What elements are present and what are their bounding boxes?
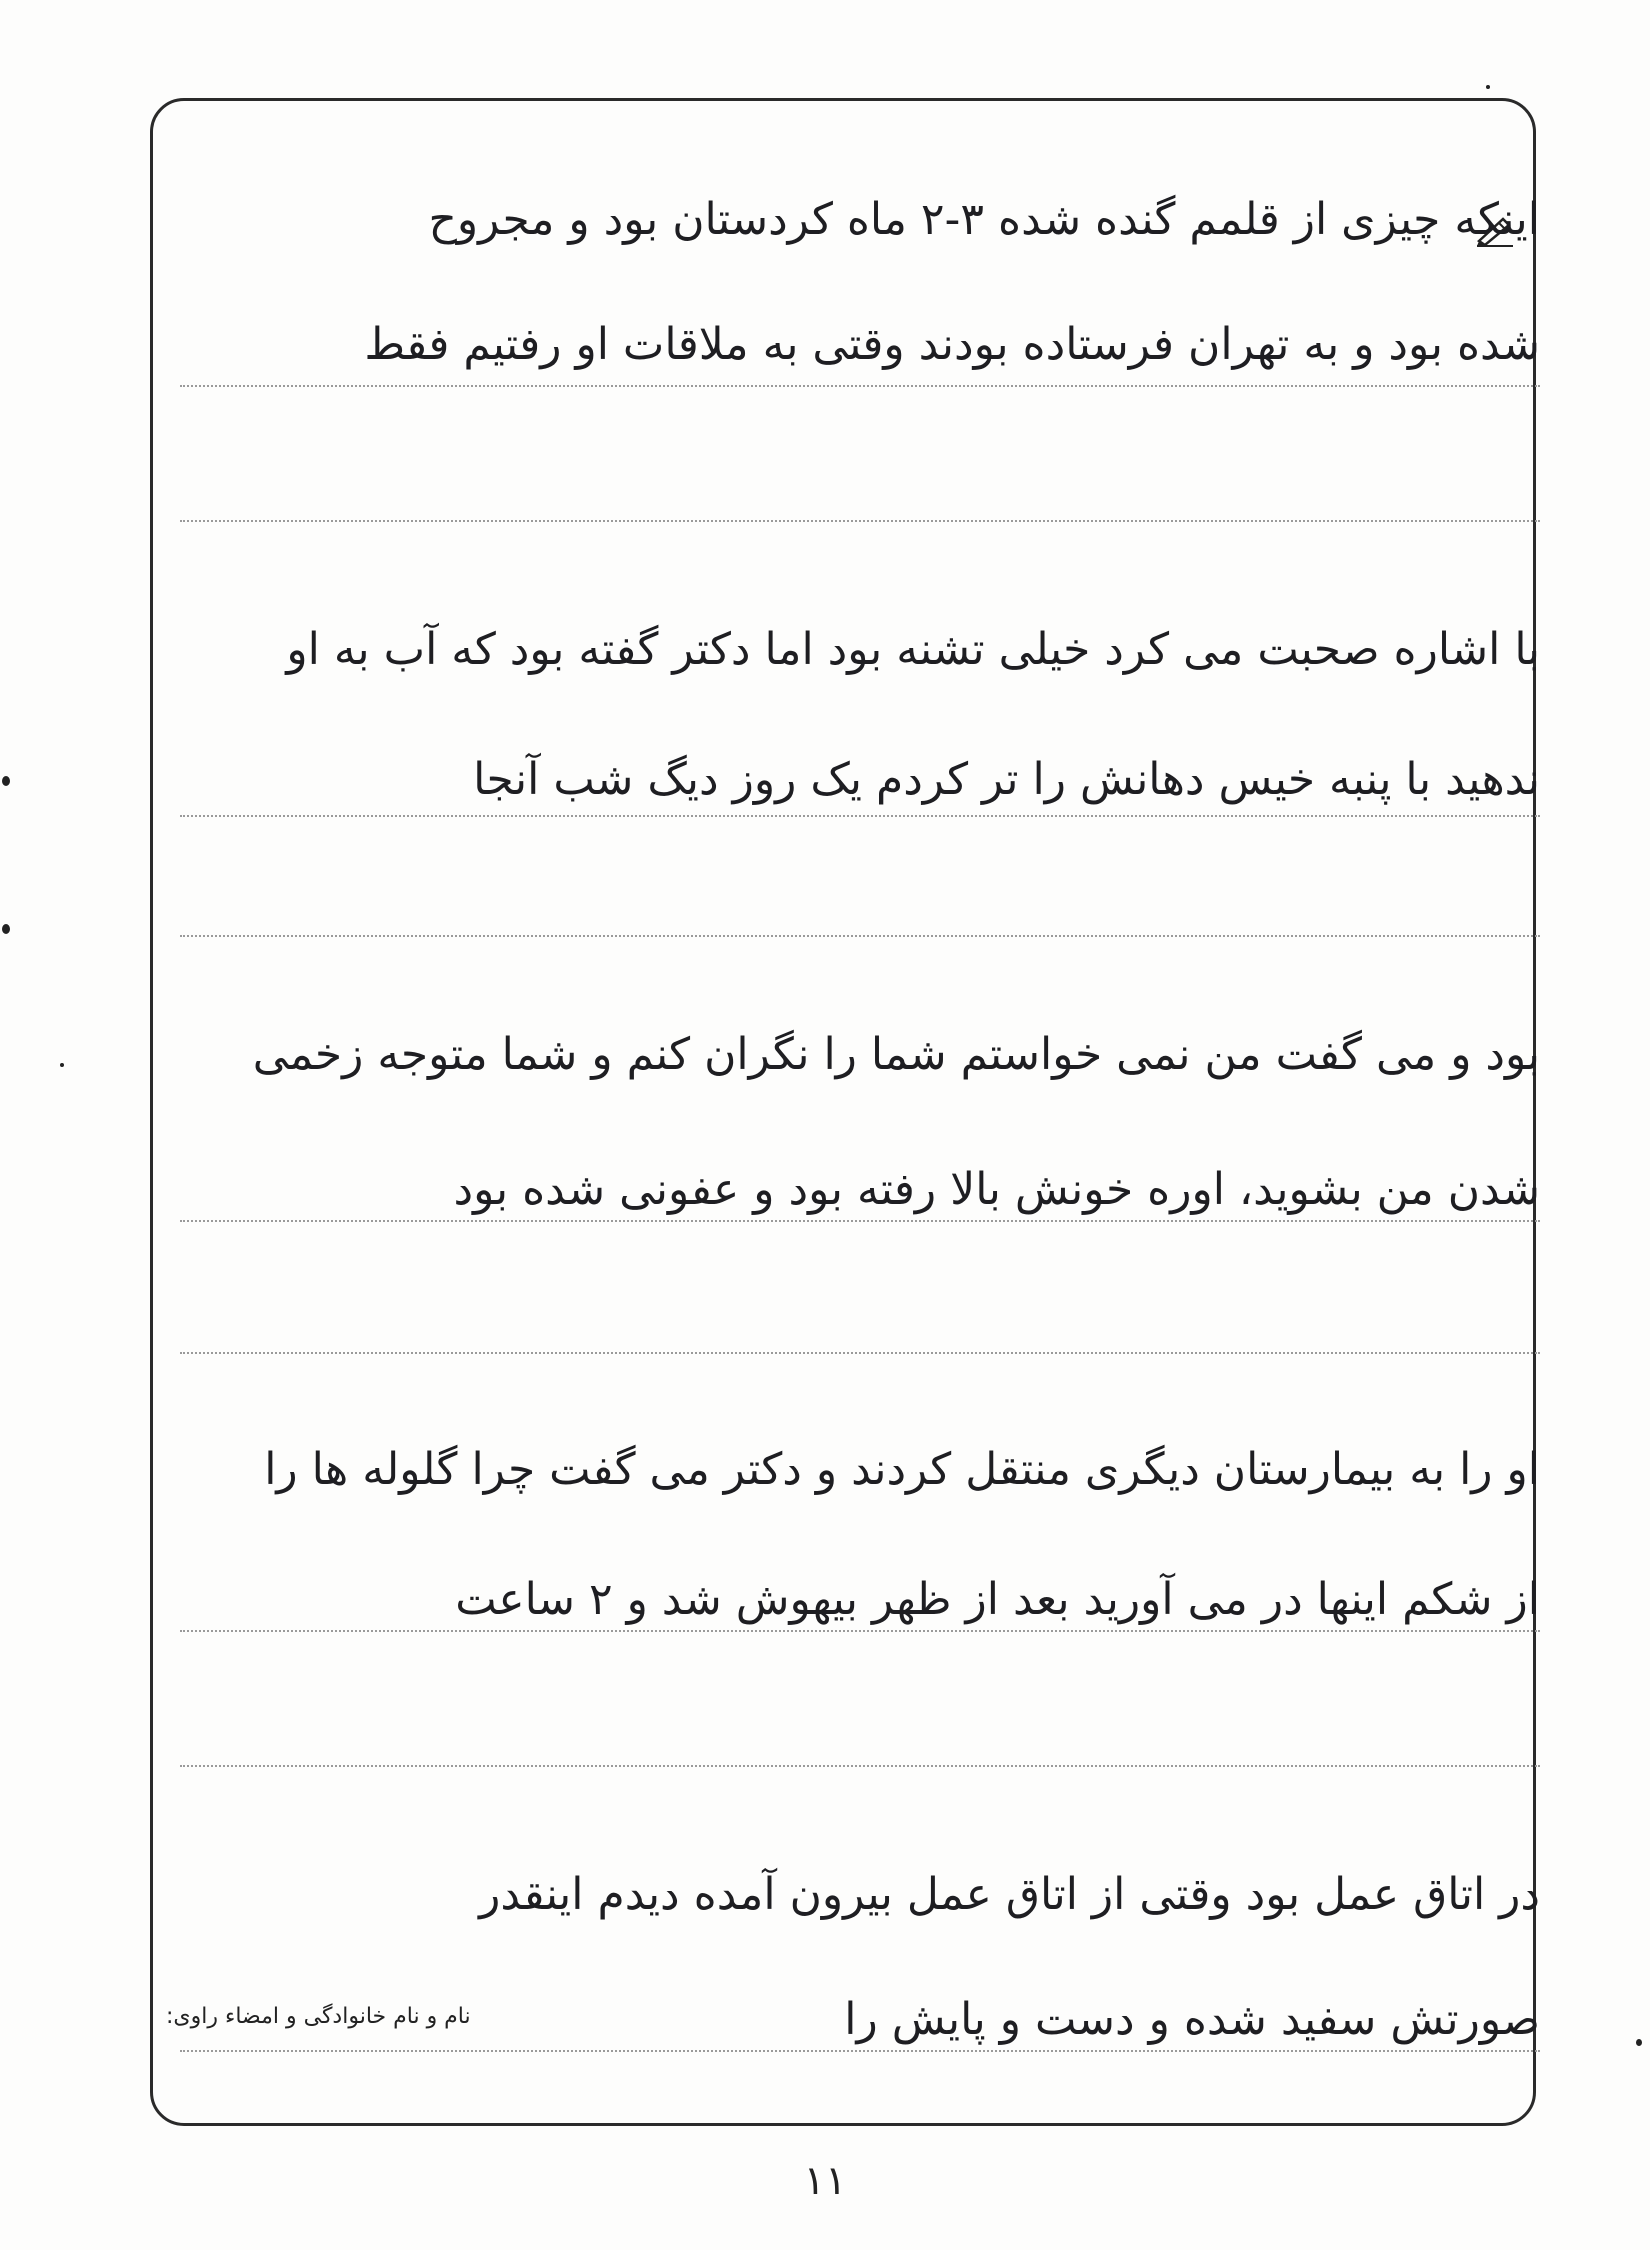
scan-speck xyxy=(2,776,10,786)
handwritten-line-4: ندهید با پنبه خیس دهانش را تر کردم یک روز دیگ شب آنجا xyxy=(473,754,1540,805)
handwritten-line-10: صورتش سفید شده و دست و پایش را xyxy=(844,1994,1540,2045)
handwritten-line-9: در اتاق عمل بود وقتی از اتاق عمل بیرون آمده دیدم اینقدر xyxy=(479,1869,1540,1920)
narrator-signature-label: نام و نام خانوادگی و امضاء راوی: xyxy=(166,2004,471,2029)
scan-speck xyxy=(60,1063,64,1067)
handwritten-line-7: او را به بیمارستان دیگری منتقل کردند و دکتر می گفت چرا گلوله ها را xyxy=(264,1444,1540,1495)
handwritten-line-6: شدن من بشوید، اوره خونش بالا رفته بود و عفونی شده بود xyxy=(453,1164,1540,1215)
page-frame xyxy=(150,98,1536,2126)
dotted-rule xyxy=(180,1765,1540,1767)
dotted-rule xyxy=(180,1220,1540,1222)
handwritten-line-3: با اشاره صحبت می کرد خیلی تشنه بود اما دکتر گفته بود که آب به او xyxy=(286,624,1540,675)
dotted-rule xyxy=(180,935,1540,937)
handwritten-line-1: اینکه چیزی از قلمم گنده شده ۳-۲ ماه کردستان بود و مجروح xyxy=(428,194,1540,245)
dotted-rule xyxy=(180,2050,1540,2052)
scan-speck xyxy=(1636,2039,1642,2046)
scan-speck xyxy=(2,924,10,934)
dotted-rule xyxy=(180,520,1540,522)
scan-speck xyxy=(1486,85,1490,89)
dotted-rule xyxy=(180,815,1540,817)
handwritten-line-5: بود و می گفت من نمی خواستم شما را نگران کنم و شما متوجه زخمی xyxy=(252,1029,1540,1080)
dotted-rule xyxy=(180,1352,1540,1354)
dotted-rule xyxy=(180,385,1540,387)
handwritten-line-8: از شکم اینها در می آورید بعد از ظهر بیهوش شد و ۲ ساعت xyxy=(455,1574,1540,1625)
dotted-rule xyxy=(180,1630,1540,1632)
handwritten-line-2: شده بود و به تهران فرستاده بودند وقتی به ملاقات او رفتیم فقط xyxy=(364,319,1540,370)
page-number: ۱۱ xyxy=(803,2158,847,2204)
